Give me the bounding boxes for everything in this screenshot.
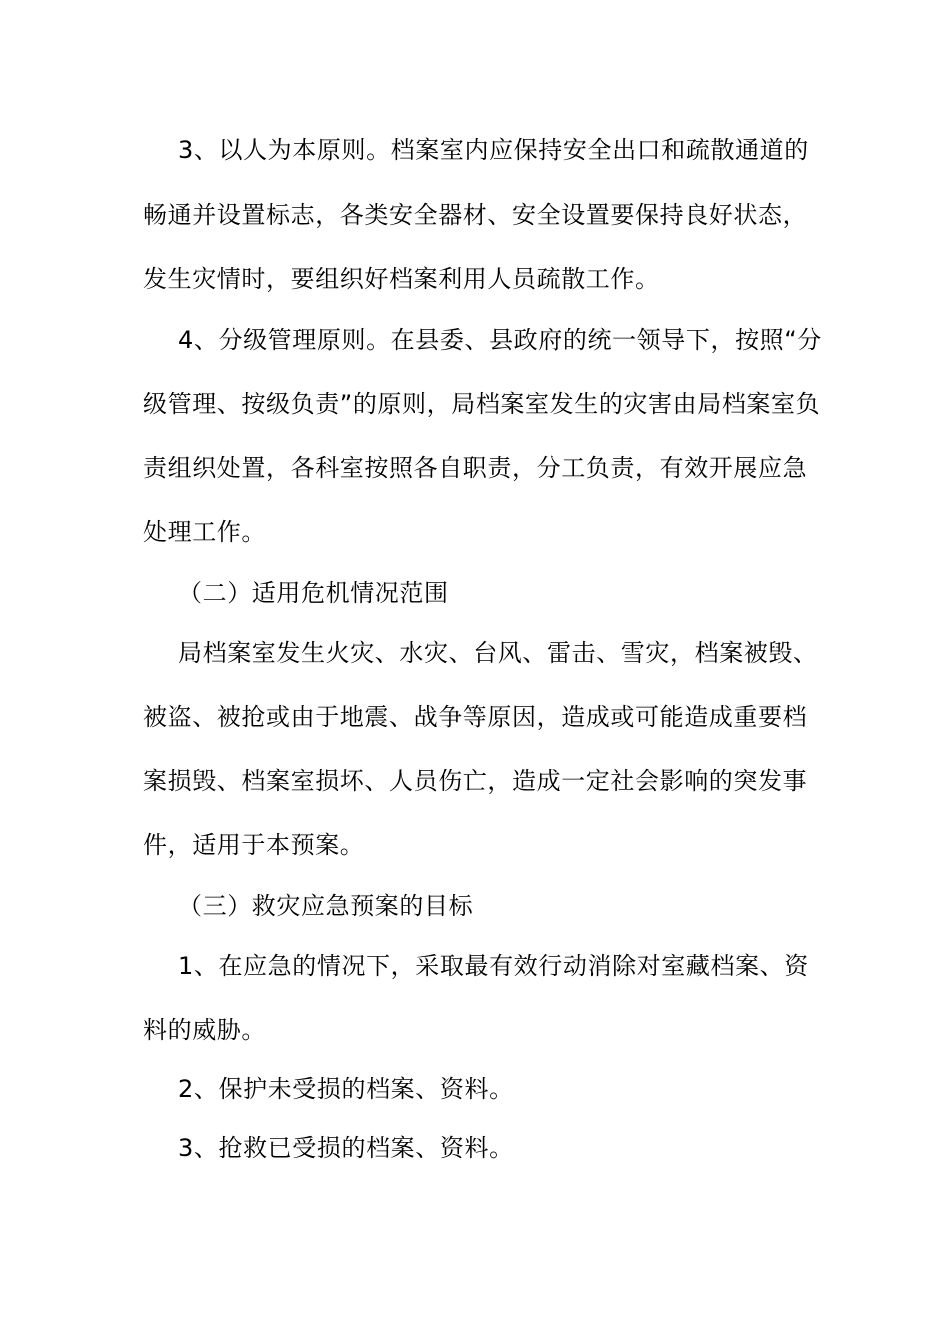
paragraph-line: 处理工作。 xyxy=(143,518,266,546)
paragraph-line: 案损毁、档案室损坏、人员伤亡，造成一定社会影响的突发事 xyxy=(143,767,808,795)
section-heading: （二）适用危机情况范围 xyxy=(178,579,449,607)
section-heading: （三）救灾应急预案的目标 xyxy=(178,892,474,920)
paragraph-line: 发生灾情时，要组织好档案利用人员疏散工作。 xyxy=(143,265,660,293)
paragraph-line: 1、在应急的情况下，采取最有效行动消除对室藏档案、资 xyxy=(178,952,809,980)
paragraph-line: 料的威胁。 xyxy=(143,1016,266,1044)
paragraph-line: 级管理、按级负责”的原则，局档案室发生的灾害由局档案室负 xyxy=(143,390,821,418)
paragraph-line: 被盗、被抢或由于地震、战争等原因，造成或可能造成重要档 xyxy=(143,703,808,731)
paragraph-line: 3、抢救已受损的档案、资料。 xyxy=(178,1134,514,1162)
paragraph-line: 2、保护未受损的档案、资料。 xyxy=(178,1075,514,1103)
paragraph-line: 局档案室发生火灾、水灾、台风、雷击、雪灾，档案被毁、 xyxy=(178,639,818,667)
paragraph-line: 责组织处置，各科室按照各自职责，分工负责，有效开展应急 xyxy=(143,454,808,482)
paragraph-line: 4、分级管理原则。在县委、县政府的统一领导下，按照“分 xyxy=(178,326,822,354)
paragraph-line: 畅通并设置标志，各类安全器材、安全设置要保持良好状态， xyxy=(143,201,808,229)
paragraph-line: 3、以人为本原则。档案室内应保持安全出口和疏散通道的 xyxy=(178,136,809,164)
paragraph-line: 件，适用于本预案。 xyxy=(143,831,365,859)
